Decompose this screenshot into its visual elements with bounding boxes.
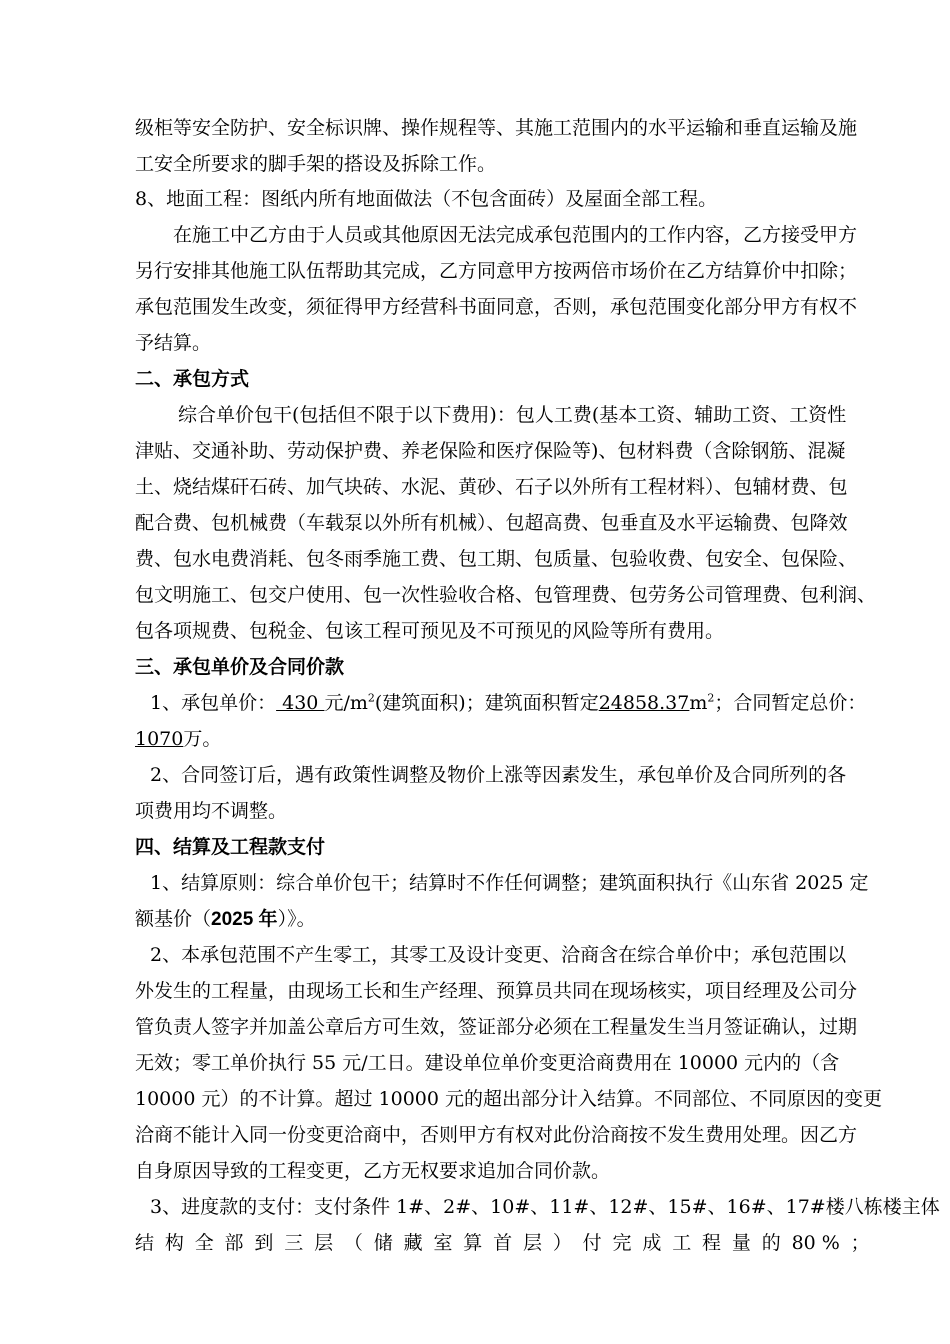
justified-word: 全: [194, 1232, 214, 1254]
paragraph-line: 予结算。: [135, 332, 212, 354]
superscript: 2: [707, 691, 715, 705]
justified-word: 付: [582, 1232, 602, 1254]
justified-word: 工: [672, 1232, 692, 1254]
justified-word: 层: [522, 1232, 542, 1254]
justified-word: 藏: [403, 1232, 423, 1254]
year-text: 2025 年: [211, 909, 278, 930]
paragraph-line: 2、本承包范围不产生零工，其零工及设计变更、洽商含在综合单价中；承包范围以: [150, 944, 847, 966]
justified-word: 的: [761, 1232, 781, 1254]
text: m: [689, 692, 708, 714]
superscript: 2: [367, 691, 375, 705]
text: 万。: [183, 728, 222, 750]
section-heading: 三、承包单价及合同价款: [135, 656, 345, 678]
text: (建筑面积)；建筑面积暂定: [374, 692, 599, 714]
section-heading: 四、结算及工程款支付: [135, 836, 326, 858]
paragraph-line: 3、进度款的支付：支付条件 1#、2#、10#、11#、12#、15#、16#、17#楼八栋楼主体: [150, 1196, 940, 1218]
text: 额基价（: [135, 908, 212, 930]
justified-word: 结: [135, 1232, 155, 1254]
justified-word: 储: [373, 1232, 393, 1254]
justified-word: 部: [224, 1232, 244, 1254]
contract-price-line: [150, 691, 866, 715]
paragraph-line: 津贴、交通补助、劳动保护费、养老保险和医疗保险等)、包材料费（含除钢筋、混凝: [135, 440, 846, 462]
paragraph-line: 自身原因导致的工程变更，乙方无权要求追加合同价款。: [135, 1160, 611, 1182]
text: ；合同暂定总价：: [714, 692, 867, 714]
paragraph-line: 外发生的工程量，由现场工长和生产经理、预算员共同在现场核实，项目经理及公司分: [135, 980, 858, 1002]
paragraph-line: 在施工中乙方由于人员或其他原因无法完成承包范围内的工作内容，乙方接受甲方: [173, 224, 858, 246]
area-value: 24858.37: [598, 692, 690, 714]
justified-word: 构: [164, 1232, 184, 1254]
justified-word: 量: [731, 1232, 751, 1254]
paragraph-line: 配合费、包机械费（车载泵以外所有机械）、包超高费、包垂直及水平运输费、包降效: [135, 512, 848, 534]
justified-word: 80 %: [791, 1232, 840, 1254]
paragraph-line: 工安全所要求的脚手架的搭设及拆除工作。: [135, 153, 497, 175]
justified-word: 三: [284, 1232, 304, 1254]
justified-word: ；: [850, 1232, 870, 1254]
paragraph-line: 费、包水电费消耗、包冬雨季施工费、包工期、包质量、包验收费、包安全、包保险、: [135, 548, 858, 570]
paragraph-line: 10000 元）的不计算。超过 10000 元的超出部分计入结算。不同部位、不同原因的变更: [135, 1088, 883, 1110]
paragraph-line: 洽商不能计入同一份变更洽商中，否则甲方有权对此份洽商按不发生费用处理。因乙方: [135, 1124, 858, 1146]
paragraph-line: 包各项规费、包税金、包该工程可预见及不可预见的风险等所有费用。: [135, 620, 725, 642]
paragraph-line: 项费用均不调整。: [135, 800, 288, 822]
justified-word: ）: [552, 1232, 572, 1254]
justified-word: 室: [433, 1232, 453, 1254]
paragraph-line: 2、合同签订后，遇有政策性调整及物价上涨等因素发生，承包单价及合同所列的各: [150, 764, 847, 786]
paragraph-line: 无效；零工单价执行 55 元/工日。建设单位单价变更洽商费用在 10000 元内的（含: [135, 1052, 840, 1074]
justified-word: （: [343, 1232, 363, 1254]
paragraph-line: 1、结算原则：综合单价包干；结算时不作任何调整；建筑面积执行《山东省 2025 定: [150, 872, 869, 894]
justified-word: 到: [254, 1232, 274, 1254]
unit-price-value: 430: [276, 692, 325, 714]
paragraph-line: 土、烧结煤矸石砖、加气块砖、水泥、黄砂、石子以外所有工程材料）、包辅材费、包: [135, 476, 848, 498]
paragraph-line: 管负责人签字并加盖公章后方可生效，签证部分必须在工程量发生当月签证确认，过期: [135, 1016, 858, 1038]
justified-word: 完: [612, 1232, 632, 1254]
justified-line: [135, 1231, 870, 1255]
total-value: 1070: [135, 728, 184, 750]
justified-word: 层: [314, 1232, 334, 1254]
paragraph-line: [135, 907, 316, 932]
section-heading: 二、承包方式: [135, 368, 250, 390]
justified-word: 成: [642, 1232, 662, 1254]
paragraph-line: 级柜等安全防护、安全标识牌、操作规程等、其施工范围内的水平运输和垂直运输及施: [135, 117, 858, 139]
paragraph-line: 综合单价包干(包括但不限于以下费用)：包人工费(基本工资、辅助工资、工资性: [178, 404, 847, 426]
paragraph-line: 包文明施工、包交户使用、包一次性验收合格、包管理费、包劳务公司管理费、包利润、: [135, 584, 877, 606]
justified-word: 程: [702, 1232, 722, 1254]
text: ）》。: [277, 908, 316, 930]
paragraph-line: 8、地面工程：图纸内所有地面做法（不包含面砖）及屋面全部工程。: [135, 188, 718, 210]
paragraph-line: 另行安排其他施工队伍帮助其完成，乙方同意甲方按两倍市场价在乙方结算价中扣除；: [135, 260, 858, 282]
text: 1、承包单价：: [150, 692, 277, 714]
justified-word: 首: [493, 1232, 513, 1254]
paragraph-line: 承包范围发生改变，须征得甲方经营科书面同意，否则，承包范围变化部分甲方有权不: [135, 296, 858, 318]
text: 元/m: [324, 692, 368, 714]
justified-word: 算: [463, 1232, 483, 1254]
contract-total-line: [135, 727, 221, 751]
